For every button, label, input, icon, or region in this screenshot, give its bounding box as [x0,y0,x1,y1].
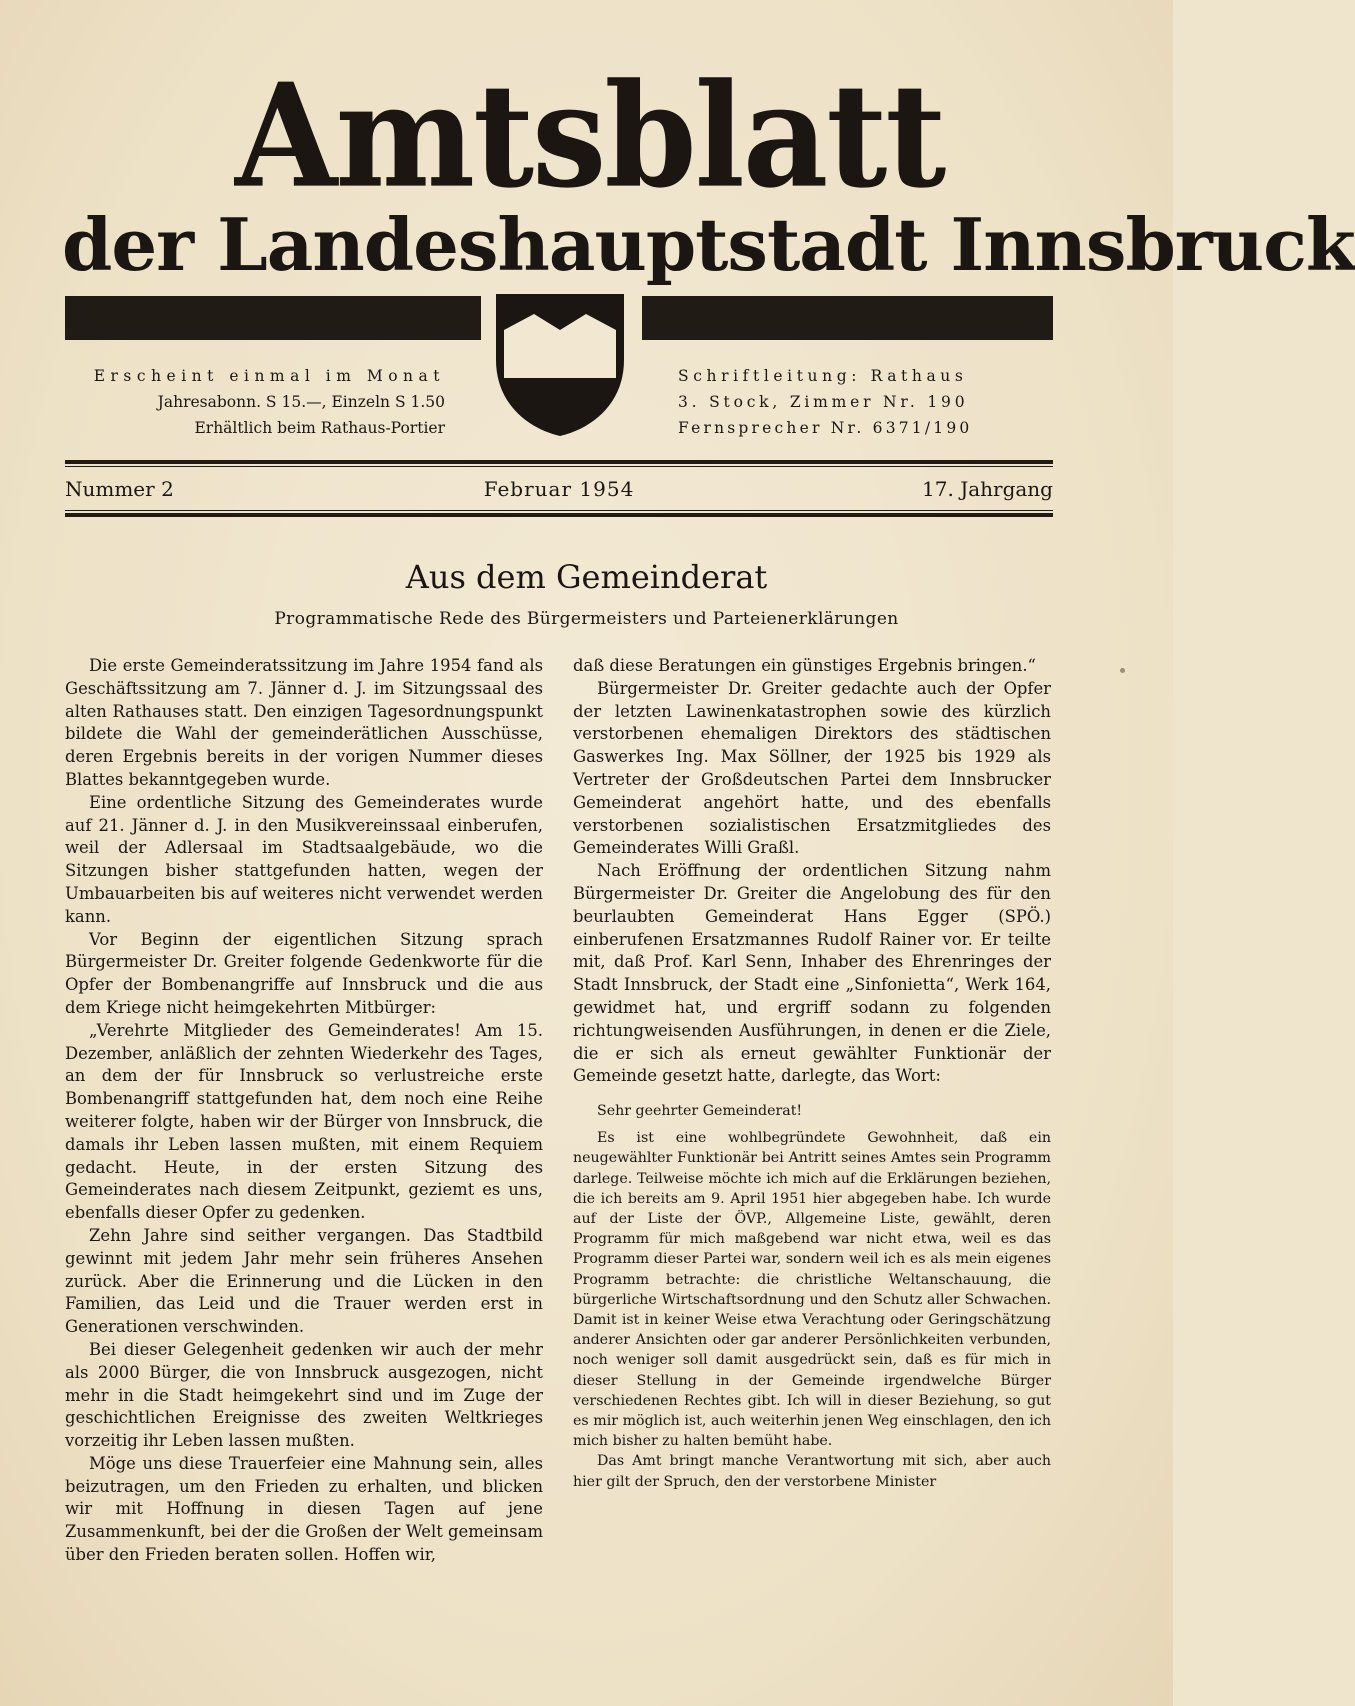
divider-top-thin [65,466,1053,467]
imprint-room: 3. Stock, Zimmer Nr. 190 [678,393,969,411]
masthead-bar-right [642,296,1053,340]
paragraph: Zehn Jahre sind seither vergangen. Das Stadtbild gewinnt mit jedem Jahr mehr sein früheres Ansehen zurück. Aber die Erinnerung und die Lücken in den Familien, das Leid und die Trauer werden erst in Generationen verschwinden. [65,1225,543,1337]
paragraph: Möge uns diese Trauerfeier eine Mahnung sein, alles beizutragen, um den Frieden zu erhalten, und blicken wir mit Hoffnung in diesen Tagen auf jene Zusammenkunft, bei der die Großen der Welt gemeinsam über den Frieden beraten sollen. Hoffen wir, [65,1453,543,1565]
speech-salutation: Sehr geehrter Gemeinderat! [597,1103,803,1120]
issue-volume: 17. Jahrgang [922,477,1053,501]
article-subtitle: Programmatische Rede des Bürgermeisters und Parteienerklärungen [274,609,899,629]
paragraph: daß diese Beratungen ein günstiges Ergebnis bringen.“ [573,656,1036,675]
paragraph: Nach Eröffnung der ordentlichen Sitzung nahm Bürgermeister Dr. Greiter die Angelobung des für den beurlaubten Gemeinderat Hans Egger (SPÖ.) einberufenen Ersatzmannes Rudolf Rainer vor. Er teilte mit, daß Prof. Karl Senn, Inhaber des Ehrenringes der Stadt Innsbruck, der Stadt eine „Sinfonietta“, Werk 164, gewidmet hat, und ergriff sodann zu folgenden richtungweisenden Ausführungen, in denen er die Ziele, die er sich als erneut gewählter Funktionär der Gemeinde gesetzt hatte, darlegte, das Wort: [573,861,1051,1086]
paragraph: Vor Beginn der eigentlichen Sitzung sprach Bürgermeister Dr. Greiter folgende Gedenkworte für die Opfer der Bombenangriffe auf Innsbruck und die aus dem Kriege nicht heimgekehrten Mitbürger: [65,929,543,1017]
imprint-frequency: Erscheint einmal im Monat [93,367,445,385]
city-coat-of-arms-icon [490,290,630,440]
masthead-bar-left [65,296,481,340]
paper-speck [1120,668,1125,673]
divider-top [65,460,1053,464]
issue-number: Nummer 2 [65,477,174,501]
speech-paragraph: Es ist eine wohlbegründete Gewohnheit, daß ein neugewählter Funktionär bei Antritt seines Amtes sein Programm darlege. Teilweise möchte ich mich auf die Erklärungen beziehen, die ich bereits am 9. April 1951 hier abgegeben habe. Ich wurde auf der Liste der ÖVP., Allgemeine Liste, gewählt, deren Programm für mich maßgebend war nicht etwa, weil es das Programm dieser Partei war, sondern weil ich es als mein eigenes Programm betrachte: die christliche Weltanschauung, die bürgerliche Wirtschaftsordnung und den Schutz aller Schwachen. Damit ist in keiner Weise etwa Verachtung oder Geringschätzung anderer Ansichten oder gar anderer Persönlichkeiten verbunden, noch weniger soll damit ausgedrückt sein, daß es für mich in dieser Stellung in der Gemeinde irgendwelche Bürger verschiedenen Rechtes gibt. Ich will in dieser Beziehung, so gut es mir möglich ist, auch weiterhin jenen Weg einschlagen, den ich mich bisher zu halten bemüht habe. [573,1130,1051,1450]
imprint-right [678,363,1053,441]
imprint-editorial: Schriftleitung: Rathaus [678,367,968,385]
divider-bottom [65,513,1053,517]
divider-bottom-thin [65,510,1053,511]
article-title: Aus dem Gemeinderat [405,558,768,596]
issue-date: Februar 1954 [483,477,635,501]
speech-paragraph: Das Amt bringt manche Verantwortung mit sich, aber auch hier gilt der Spruch, den der verstorbene Minister [573,1453,1051,1490]
paragraph: Eine ordentliche Sitzung des Gemeinderates wurde auf 21. Jänner d. J. in den Musikvereinssaal einberufen, weil der Adlersaal im Stadtsaalgebäude, wo die Sitzungen bisher stattgefunden hatten, wegen der Umbauarbeiten bis auf weiteres nicht verwendet werden kann. [65,792,543,926]
imprint-left [60,363,445,441]
paragraph: Die erste Gemeinderatssitzung im Jahre 1954 fand als Geschäftssitzung am 7. Jänner d. J. im Sitzungssaal des alten Rathauses statt. Den einzigen Tagesordnungspunkt bildete die Wahl der gemeinderätlichen Ausschüsse, deren Ergebnis bereits in der vorigen Nummer dieses Blattes bekanntgegeben wurde. [65,656,543,789]
article-column-right [573,655,1051,1492]
imprint-phone: Fernsprecher Nr. 6371/190 [678,419,973,437]
paragraph: Bei dieser Gelegenheit gedenken wir auch der mehr als 2000 Bürger, die von Innsbruck ausgezogen, nicht mehr in die Stadt heimgekehrt sind und im Zuge der geschichtlichen Ereignisse des zweiten Weltkrieges vorzeitig ihr Leben lassen mußten. [65,1339,543,1451]
issue-info-row [65,472,1053,506]
paragraph: „Verehrte Mitglieder des Gemeinderates! Am 15. Dezember, anläßlich der zehnten Wiederkehr des Tages, an dem der für Innsbruck so verlustreiche erste Bombenangriff stattgefunden hat, dem noch eine Reihe weiterer folgte, haben wir der Bürger von Innsbruck, die damals ihr Leben lassen mußten, mit einem Requiem gedacht. Heute, in der ersten Sitzung des Gemeinderates nach diesem Zeitpunkt, geziemt es uns, ebenfalls dieser Opfer zu gedenken. [65,1020,543,1223]
article-column-left [65,655,543,1567]
paragraph: Bürgermeister Dr. Greiter gedachte auch der Opfer der letzten Lawinenkatastrophen sowie des kürzlich verstorbenen ehemaligen Direktors des städtischen Gaswerkes Ing. Max Söllner, der 1925 bis 1929 als Vertreter der Großdeutschen Partei dem Innsbrucker Gemeinderat angehört hatte, und des ebenfalls verstorbenen sozialistischen Ersatzmitgliedes des Gemeinderates Willi Graßl. [573,678,1051,858]
masthead-subtitle: der Landeshauptstadt Innsbruck [62,202,1355,287]
masthead-title: Amtsblatt [235,52,945,221]
imprint-availability: Erhältlich beim Rathaus-Portier [194,419,445,437]
imprint-price: Jahresabonn. S 15.—, Einzeln S 1.50 [157,393,445,411]
